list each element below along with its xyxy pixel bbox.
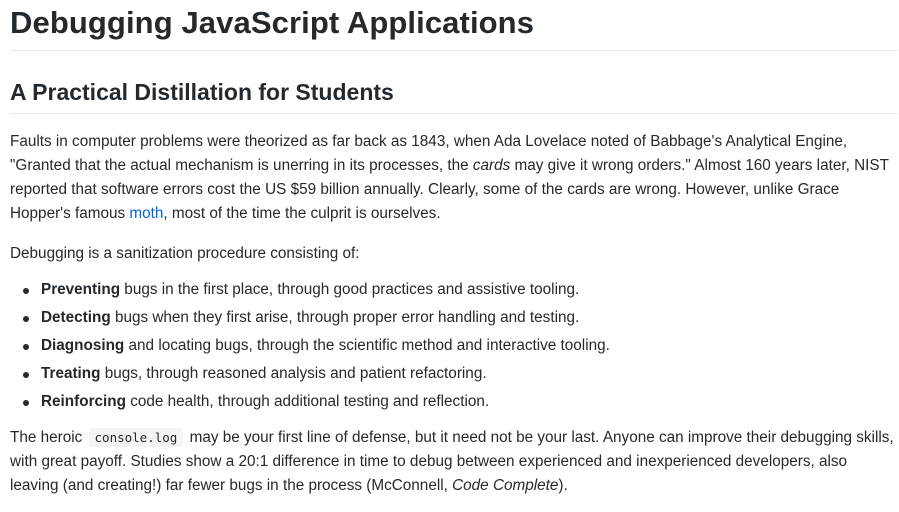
outro-text-2: may be your first line of defense, but it need not be your last. Anyone can improve their debugging skills, with great payoff. Studies show a 20:1 difference in time to debug between experienced and inexperienced developers, also leaving (and creating!) far fewer bugs in the process (McConnell,: [10, 429, 894, 494]
bullet-icon: [23, 316, 29, 322]
debugging-steps-list: [10, 278, 898, 414]
list-item-text: bugs, through reasoned analysis and patient refactoring.: [100, 365, 487, 382]
outro-emphasis-book: Code Complete: [452, 477, 559, 494]
list-item-text: bugs when they first arise, through proper error handling and testing.: [110, 309, 580, 326]
intro-text-1: Faults in computer problems were theorized as far back as 1843, when Ada Lovelace noted of Babbage's Analytical Engine, "Granted that the actual mechanism is unerring in its processes, the: [10, 133, 848, 174]
intro-emphasis-cards: cards: [472, 157, 511, 174]
list-item-term: Diagnosing: [41, 337, 125, 354]
list-item-diagnosing: [41, 334, 898, 358]
bullet-icon: [23, 400, 29, 406]
section-divider: [10, 113, 898, 114]
section-heading: A Practical Distillation for Students: [10, 79, 394, 105]
list-item-term: Treating: [41, 365, 101, 382]
list-item-reinforcing: [41, 390, 898, 414]
document: [10, 0, 898, 498]
list-item-term: Detecting: [41, 309, 111, 326]
intro-text-2: may give it wrong orders." Almost 160 years later, NIST reported that software errors cost the US $59 billion annually. Clearly, some of the cards are wrong. However, unlike Grace Hopper's famous: [10, 157, 889, 222]
outro-text-3: ).: [558, 477, 568, 494]
list-item-treating: [41, 362, 898, 386]
page-title: Debugging JavaScript Applications: [10, 5, 535, 40]
bullet-icon: [23, 372, 29, 378]
moth-link[interactable]: moth: [129, 205, 164, 222]
list-item-preventing: [41, 278, 898, 302]
bullet-icon: [23, 344, 29, 350]
list-item-text: bugs in the first place, through good practices and assistive tooling.: [120, 281, 580, 298]
list-item-detecting: [41, 306, 898, 330]
outro-text-1: The heroic: [10, 429, 87, 446]
list-lead-paragraph: Debugging is a sanitization procedure consisting of:: [10, 245, 360, 262]
inline-code-console-log: console.log: [89, 428, 184, 447]
intro-text-3: , most of the time the culprit is ourselves.: [163, 205, 441, 222]
intro-paragraph: [10, 130, 898, 226]
list-item-term: Preventing: [41, 281, 121, 298]
list-item-text: and locating bugs, through the scientific method and interactive tooling.: [124, 337, 610, 354]
outro-paragraph: [10, 426, 898, 498]
list-item-term: Reinforcing: [41, 393, 126, 410]
list-item-text: code health, through additional testing and reflection.: [125, 393, 490, 410]
bullet-icon: [23, 288, 29, 294]
